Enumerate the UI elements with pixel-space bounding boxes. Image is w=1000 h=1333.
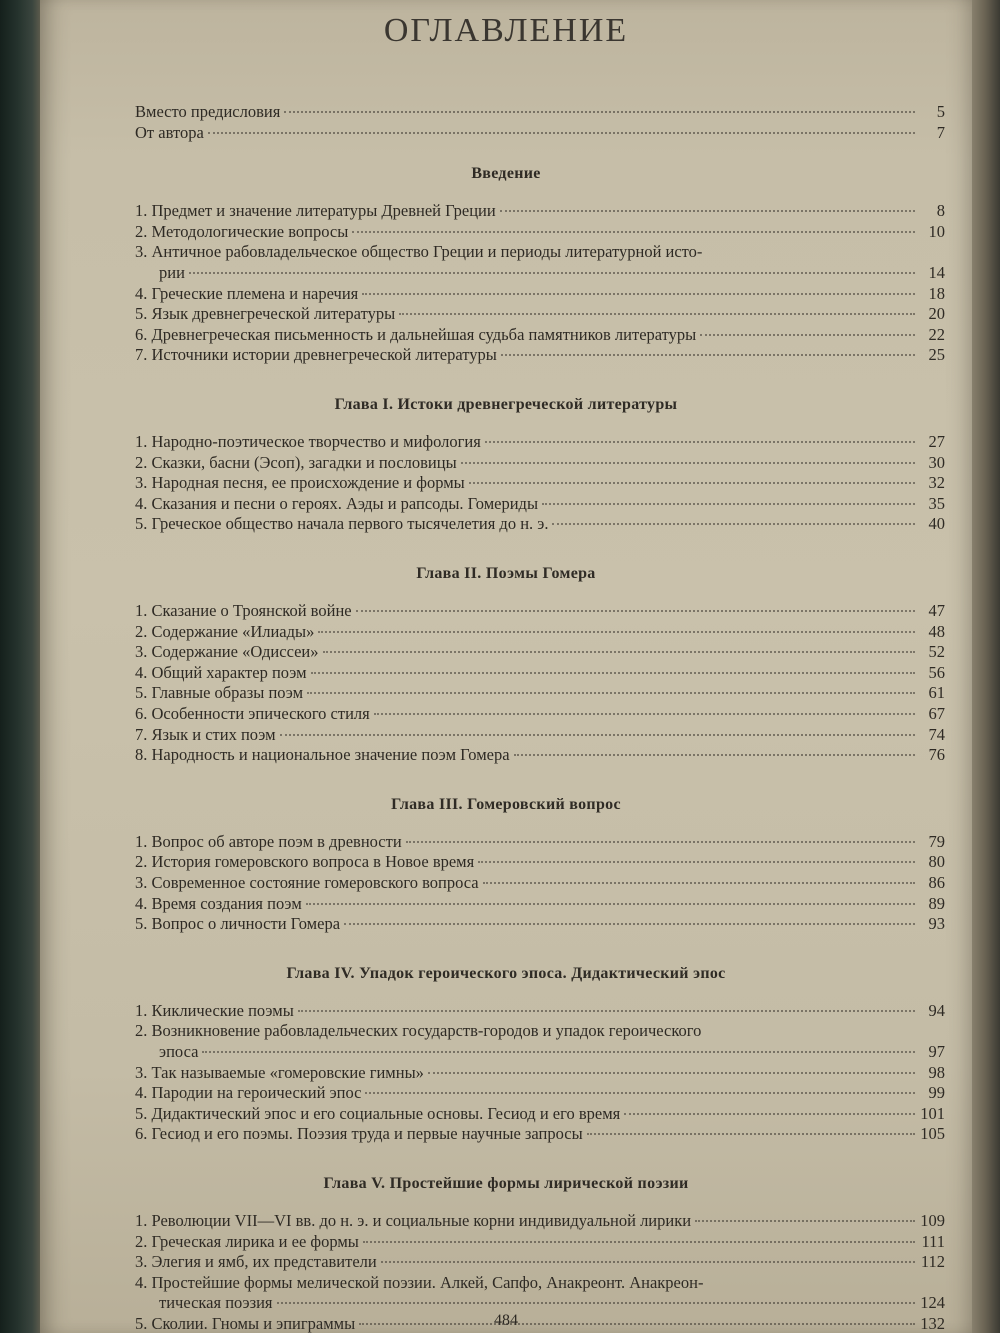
dot-leader bbox=[318, 630, 915, 633]
dot-leader bbox=[500, 209, 915, 212]
toc-entry bbox=[135, 325, 945, 345]
toc-entry bbox=[135, 1232, 945, 1252]
toc-entry bbox=[135, 1252, 945, 1272]
toc-entry-label: 8. Народность и национальное значение поэм Гомера bbox=[135, 745, 510, 765]
toc-entry-label: 5. Сколии. Гномы и эпиграммы bbox=[135, 1314, 356, 1333]
toc-entry bbox=[135, 1063, 945, 1083]
toc-entry-page: 93 bbox=[928, 914, 945, 934]
toc-entry bbox=[135, 601, 945, 621]
toc-entry bbox=[135, 622, 945, 642]
toc-entry bbox=[135, 1001, 945, 1021]
toc-entry-label: 2. Содержание «Илиады» bbox=[135, 621, 315, 641]
dot-leader bbox=[501, 353, 915, 356]
section-heading: Глава IV. Упадок героического эпоса. Дидактический эпос bbox=[286, 964, 726, 982]
toc-entry-page: 80 bbox=[928, 852, 945, 872]
toc-entry bbox=[135, 1211, 945, 1231]
dot-leader bbox=[406, 840, 915, 843]
dot-leader bbox=[381, 1260, 915, 1263]
toc-entry-page: 89 bbox=[928, 893, 945, 913]
dot-leader bbox=[624, 1112, 915, 1115]
toc-entry-page: 8 bbox=[936, 201, 945, 221]
toc-entry bbox=[135, 1124, 945, 1144]
toc-entry bbox=[159, 263, 945, 283]
dot-leader bbox=[399, 312, 915, 315]
dot-leader bbox=[542, 502, 915, 505]
section-heading: Глава V. Простейшие формы лирической поэзии bbox=[323, 1175, 689, 1192]
dot-leader bbox=[306, 902, 915, 905]
dot-leader bbox=[344, 922, 915, 925]
toc-entry bbox=[135, 284, 945, 304]
toc-entry-page: 79 bbox=[928, 831, 945, 851]
toc-entry bbox=[135, 102, 945, 122]
toc-entry bbox=[135, 345, 945, 365]
toc-entry-label: 1. Вопрос об авторе поэм в древности bbox=[135, 831, 402, 851]
toc-entry-label: 3. Элегия и ямб, их представители bbox=[135, 1252, 377, 1272]
toc-entry-page: 76 bbox=[928, 745, 945, 765]
toc-entry-page: 18 bbox=[928, 283, 945, 303]
toc-entry-label: 3. Народная песня, ее происхождение и формы bbox=[135, 473, 465, 493]
toc-entry-page: 56 bbox=[928, 662, 945, 682]
book-page bbox=[40, 0, 972, 1333]
toc-entry-label: эпоса bbox=[159, 1042, 199, 1061]
toc-entry-page: 32 bbox=[928, 473, 945, 493]
toc-entry-label: 4. Время создания поэм bbox=[135, 893, 302, 913]
toc-entry-page: 25 bbox=[928, 345, 945, 365]
toc-entry-label: 4. Пародии на героический эпос bbox=[135, 1083, 362, 1103]
dot-leader bbox=[587, 1132, 915, 1135]
dot-leader bbox=[352, 230, 915, 233]
dot-leader bbox=[280, 733, 915, 736]
toc-entry bbox=[135, 745, 945, 765]
dot-leader bbox=[485, 440, 915, 443]
page-title: ОГЛАВЛЕНИЕ bbox=[383, 12, 629, 49]
toc-entry-label: 5. Дидактический эпос и его социальные основы. Гесиод и его время bbox=[135, 1103, 621, 1123]
toc-entry-page: 67 bbox=[928, 704, 945, 723]
toc-entry bbox=[135, 683, 945, 703]
section-heading: Глава II. Поэмы Гомера bbox=[416, 565, 596, 582]
toc-entry bbox=[135, 725, 945, 745]
section-heading: Глава I. Истоки древнегреческой литературы bbox=[334, 396, 678, 413]
dot-leader bbox=[363, 1240, 915, 1243]
toc-entry bbox=[135, 873, 945, 893]
toc-entry-label: 2. Методологические вопросы bbox=[135, 221, 349, 241]
toc-entry-page: 10 bbox=[928, 221, 945, 241]
toc-entry bbox=[135, 1314, 945, 1333]
dot-leader bbox=[695, 1219, 915, 1222]
dot-leader bbox=[307, 691, 915, 694]
dot-leader bbox=[362, 292, 915, 295]
toc-entry bbox=[135, 453, 945, 473]
dot-leader bbox=[323, 650, 915, 653]
toc-entry bbox=[135, 914, 945, 934]
dot-leader bbox=[483, 881, 915, 884]
toc-entry bbox=[135, 222, 945, 242]
toc-entry-label: Вместо предисловия bbox=[135, 102, 281, 121]
toc-entry-page: 30 bbox=[928, 452, 945, 472]
toc-entry-page: 99 bbox=[928, 1083, 945, 1103]
toc-entry-page: 132 bbox=[920, 1314, 945, 1333]
dot-leader bbox=[311, 671, 915, 674]
toc-entry-page: 52 bbox=[928, 642, 945, 662]
toc-entry-page: 112 bbox=[920, 1252, 945, 1272]
toc-entry-label: 2. Греческая лирика и ее формы bbox=[135, 1231, 359, 1251]
toc-entry bbox=[135, 663, 945, 683]
toc-entry-label: 5. Греческое общество начала первого тысячелетия до н. э. bbox=[135, 514, 549, 534]
toc-entry-label: рии bbox=[159, 263, 185, 282]
toc-entry bbox=[135, 432, 945, 452]
dot-leader bbox=[700, 333, 915, 336]
toc-entry-page: 94 bbox=[928, 1000, 945, 1020]
dot-leader bbox=[428, 1071, 915, 1074]
dot-leader bbox=[374, 712, 915, 715]
toc-entry-label: От автора bbox=[135, 122, 204, 142]
dot-leader bbox=[284, 110, 915, 113]
dot-leader bbox=[298, 1009, 915, 1012]
toc-entry-label: 2. Сказки, басни (Эсоп), загадки и пословицы bbox=[135, 452, 457, 472]
toc-entry-label: тическая поэзия bbox=[159, 1293, 273, 1313]
toc-entry-label: 3. Содержание «Одиссеи» bbox=[135, 642, 319, 662]
dot-leader bbox=[277, 1301, 915, 1304]
toc-entry bbox=[135, 1083, 945, 1103]
toc-entry-page: 27 bbox=[928, 432, 945, 451]
toc-entry bbox=[135, 704, 945, 724]
toc-entry-label: 5. Главные образы поэм bbox=[135, 683, 304, 703]
toc-entry-page: 61 bbox=[928, 683, 945, 703]
toc-entry-page: 105 bbox=[920, 1124, 945, 1144]
dot-leader bbox=[208, 131, 915, 134]
toc-entry-page: 48 bbox=[928, 621, 945, 641]
dot-leader bbox=[202, 1050, 915, 1053]
toc-entry-label: 7. Источники истории древнегреческой литературы bbox=[135, 345, 497, 365]
toc-entry bbox=[135, 1104, 945, 1124]
toc-entry-page: 124 bbox=[920, 1293, 945, 1313]
dot-leader bbox=[356, 609, 915, 612]
book-spine bbox=[0, 0, 40, 1333]
toc-entry-page: 109 bbox=[920, 1211, 945, 1230]
toc-entry bbox=[135, 894, 945, 914]
dot-leader bbox=[478, 860, 915, 863]
toc-entry-page: 22 bbox=[928, 324, 945, 344]
toc-entry bbox=[135, 494, 945, 514]
dot-leader bbox=[359, 1322, 915, 1325]
toc-entry bbox=[135, 473, 945, 493]
toc-entry-page: 86 bbox=[928, 873, 945, 892]
dot-leader bbox=[552, 522, 915, 525]
toc-entry bbox=[135, 123, 945, 143]
toc-entry-page: 40 bbox=[928, 514, 945, 534]
toc-entry-label: 2. Возникновение рабовладельческих государств-городов и упадок героического bbox=[135, 1021, 702, 1041]
toc-entry bbox=[135, 514, 945, 534]
toc-entry-label: 4. Простейшие формы мелической поэзии. Алкей, Сапфо, Анакреонт. Анакреон- bbox=[135, 1272, 704, 1292]
toc-entry-page: 47 bbox=[928, 601, 945, 620]
toc-entry-label: 7. Язык и стих поэм bbox=[135, 724, 276, 744]
toc-entry-label: 6. Древнегреческая письменность и дальнейшая судьба памятников литературы bbox=[135, 324, 697, 344]
toc-entry-label: 6. Гесиод и его поэмы. Поэзия труда и первые научные запросы bbox=[135, 1124, 583, 1144]
toc-entry-label: 3. Современное состояние гомеровского вопроса bbox=[135, 873, 479, 892]
toc-entry-page: 98 bbox=[928, 1062, 945, 1082]
toc-entry-label: 1. Народно-поэтическое творчество и мифология bbox=[135, 432, 481, 451]
toc-entry-label: 5. Вопрос о личности Гомера bbox=[135, 914, 341, 934]
toc-entry-page: 111 bbox=[921, 1231, 945, 1251]
toc-entry bbox=[159, 1293, 945, 1313]
toc-entry-label: 1. Сказание о Троянской войне bbox=[135, 601, 352, 620]
toc-entry bbox=[135, 304, 945, 324]
section-heading: Глава III. Гомеровский вопрос bbox=[391, 795, 621, 813]
section-heading: Введение bbox=[471, 165, 541, 183]
toc-entry-label: 1. Киклические поэмы bbox=[135, 1000, 294, 1020]
dot-leader bbox=[461, 461, 915, 464]
toc-entry-page: 97 bbox=[928, 1042, 945, 1061]
toc-entry bbox=[135, 852, 945, 872]
toc-entry-page: 74 bbox=[928, 724, 945, 744]
dot-leader bbox=[365, 1091, 915, 1094]
toc-entry-label: 4. Сказания и песни о героях. Аэды и рапсоды. Гомериды bbox=[135, 493, 539, 513]
toc-entry-label: 4. Греческие племена и наречия bbox=[135, 283, 359, 303]
dot-leader bbox=[469, 481, 915, 484]
dot-leader bbox=[514, 753, 915, 756]
toc-entry-label: 4. Общий характер поэм bbox=[135, 662, 307, 682]
toc-entry bbox=[135, 201, 945, 221]
toc-entry-page: 101 bbox=[920, 1103, 945, 1123]
page-number: 484 bbox=[494, 1312, 518, 1329]
toc-entry bbox=[135, 642, 945, 662]
toc-entry-label: 2. История гомеровского вопроса в Новое время bbox=[135, 852, 475, 872]
toc-entry bbox=[135, 832, 945, 852]
toc-entry-page: 35 bbox=[928, 493, 945, 513]
toc-entry-label: 6. Особенности эпического стиля bbox=[135, 704, 370, 723]
dot-leader bbox=[189, 271, 915, 274]
toc-entry-page: 7 bbox=[936, 122, 945, 142]
toc-entry-page: 20 bbox=[928, 304, 945, 324]
toc-entry-label: 3. Античное рабовладельческое общество Греции и периоды литературной исто- bbox=[135, 242, 703, 262]
toc-entry-label: 1. Предмет и значение литературы Древней Греции bbox=[135, 201, 496, 221]
toc-entry-label: 5. Язык древнегреческой литературы bbox=[135, 304, 396, 324]
toc-entry-page: 14 bbox=[928, 263, 945, 282]
toc-entry bbox=[159, 1042, 945, 1062]
toc-entry-label: 3. Так называемые «гомеровские гимны» bbox=[135, 1062, 424, 1082]
toc-entry-page: 5 bbox=[936, 102, 945, 121]
toc-entry-label: 1. Революции VII—VI вв. до н. э. и социальные корни индивидуальной лирики bbox=[135, 1211, 692, 1230]
